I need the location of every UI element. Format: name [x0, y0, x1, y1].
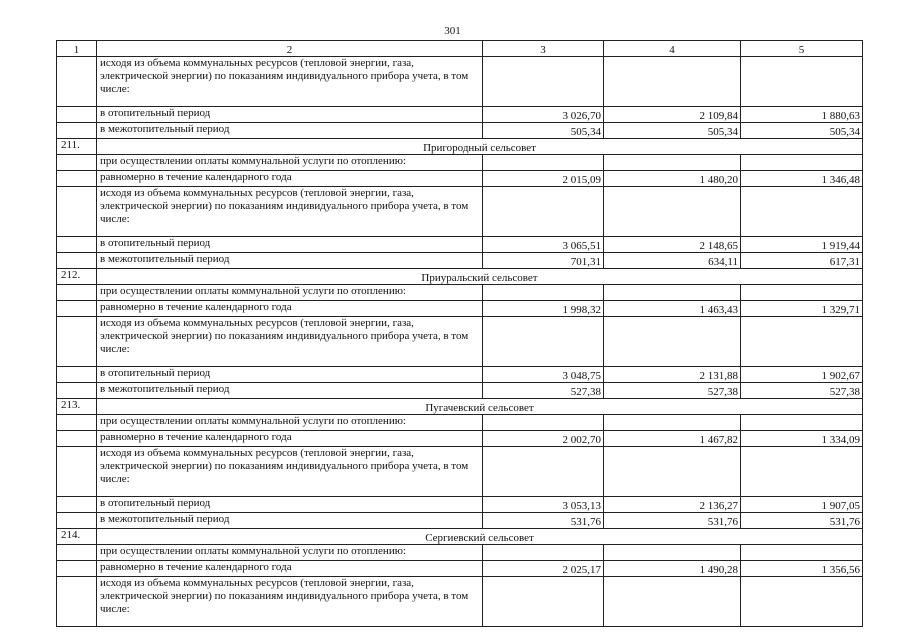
empty-cell — [483, 447, 604, 497]
description-row — [57, 545, 863, 561]
empty-cell — [604, 447, 741, 497]
table-row — [57, 253, 863, 269]
table-row — [57, 123, 863, 139]
value-col-4: 2 131,88 — [604, 367, 741, 383]
row-number-cell — [57, 123, 97, 139]
value-col-3: 2 002,70 — [483, 431, 604, 447]
value-col-3: 701,31 — [483, 253, 604, 269]
empty-cell — [604, 545, 741, 561]
value-col-5: 617,31 — [741, 253, 863, 269]
row-description: при осуществлении оплаты коммунальной услуги по отоплению: — [97, 415, 483, 431]
row-number-cell — [57, 57, 97, 107]
row-number-cell — [57, 107, 97, 123]
row-label: равномерно в течение календарного года — [97, 301, 483, 317]
section-number: 214. — [57, 529, 97, 545]
value-col-3: 2 015,09 — [483, 171, 604, 187]
section-title: Приуральский сельсовет — [97, 269, 863, 285]
empty-cell — [483, 285, 604, 301]
table-row — [57, 301, 863, 317]
column-number: 4 — [604, 41, 741, 57]
value-col-5: 505,34 — [741, 123, 863, 139]
empty-cell — [483, 187, 604, 237]
empty-cell — [483, 545, 604, 561]
value-col-5: 1 356,56 — [741, 561, 863, 577]
row-label: равномерно в течение календарного года — [97, 561, 483, 577]
empty-cell — [604, 415, 741, 431]
value-col-4: 2 148,65 — [604, 237, 741, 253]
table-row — [57, 513, 863, 529]
description-row — [57, 57, 863, 107]
empty-cell — [604, 577, 741, 627]
value-col-5: 527,38 — [741, 383, 863, 399]
value-col-5: 1 880,63 — [741, 107, 863, 123]
section-number: 211. — [57, 139, 97, 155]
description-row — [57, 577, 863, 627]
value-col-4: 527,38 — [604, 383, 741, 399]
row-number-cell — [57, 561, 97, 577]
row-label: в отопительный период — [97, 107, 483, 123]
value-col-3: 527,38 — [483, 383, 604, 399]
page-number: 301 — [444, 25, 461, 37]
section-row — [57, 399, 863, 415]
value-col-3: 505,34 — [483, 123, 604, 139]
empty-cell — [483, 155, 604, 171]
empty-cell — [604, 155, 741, 171]
empty-cell — [741, 155, 863, 171]
row-number-cell — [57, 367, 97, 383]
value-col-5: 1 907,05 — [741, 497, 863, 513]
row-number-cell — [57, 383, 97, 399]
empty-cell — [604, 285, 741, 301]
value-col-3: 3 053,13 — [483, 497, 604, 513]
empty-cell — [741, 545, 863, 561]
column-number: 3 — [483, 41, 604, 57]
row-number-cell — [57, 285, 97, 301]
table-row — [57, 497, 863, 513]
description-row — [57, 187, 863, 237]
row-description: исходя из объема коммунальных ресурсов (тепловой энергии, газа, электрической энергии) по показаниям индивидуального прибора учета, в том числе: — [97, 187, 483, 237]
section-title: Сергиевский сельсовет — [97, 529, 863, 545]
section-row — [57, 139, 863, 155]
value-col-4: 505,34 — [604, 123, 741, 139]
value-col-3: 2 025,17 — [483, 561, 604, 577]
description-row — [57, 415, 863, 431]
table-row — [57, 367, 863, 383]
empty-cell — [741, 317, 863, 367]
empty-cell — [741, 57, 863, 107]
table-row — [57, 171, 863, 187]
row-number-cell — [57, 577, 97, 627]
table-row — [57, 561, 863, 577]
tariff-table — [56, 40, 863, 627]
row-description: при осуществлении оплаты коммунальной услуги по отоплению: — [97, 545, 483, 561]
value-col-4: 634,11 — [604, 253, 741, 269]
value-col-3: 3 048,75 — [483, 367, 604, 383]
row-description: исходя из объема коммунальных ресурсов (тепловой энергии, газа, электрической энергии) по показаниям индивидуального прибора учета, в том числе: — [97, 447, 483, 497]
empty-cell — [483, 317, 604, 367]
value-col-5: 1 334,09 — [741, 431, 863, 447]
empty-cell — [741, 577, 863, 627]
row-label: равномерно в течение календарного года — [97, 431, 483, 447]
row-label: в межотопительный период — [97, 253, 483, 269]
row-description: исходя из объема коммунальных ресурсов (тепловой энергии, газа, электрической энергии) по показаниям индивидуального прибора учета, в том числе: — [97, 317, 483, 367]
table-row — [57, 237, 863, 253]
empty-cell — [604, 57, 741, 107]
value-col-3: 3 026,70 — [483, 107, 604, 123]
empty-cell — [604, 187, 741, 237]
section-number: 212. — [57, 269, 97, 285]
value-col-4: 1 463,43 — [604, 301, 741, 317]
value-col-4: 1 467,82 — [604, 431, 741, 447]
empty-cell — [483, 577, 604, 627]
column-number: 1 — [57, 41, 97, 57]
row-number-cell — [57, 171, 97, 187]
row-description: исходя из объема коммунальных ресурсов (тепловой энергии, газа, электрической энергии) по показаниям индивидуального прибора учета, в том числе: — [97, 577, 483, 627]
row-label: равномерно в течение календарного года — [97, 171, 483, 187]
row-number-cell — [57, 415, 97, 431]
column-number: 2 — [97, 41, 483, 57]
row-label: в отопительный период — [97, 497, 483, 513]
row-label: в межотопительный период — [97, 383, 483, 399]
row-number-cell — [57, 253, 97, 269]
row-number-cell — [57, 155, 97, 171]
description-row — [57, 285, 863, 301]
section-title: Пригородный сельсовет — [97, 139, 863, 155]
row-number-cell — [57, 431, 97, 447]
row-label: в межотопительный период — [97, 513, 483, 529]
value-col-4: 531,76 — [604, 513, 741, 529]
section-number: 213. — [57, 399, 97, 415]
description-row — [57, 447, 863, 497]
section-title: Пугачевский сельсовет — [97, 399, 863, 415]
section-row — [57, 269, 863, 285]
description-row — [57, 317, 863, 367]
empty-cell — [483, 57, 604, 107]
value-col-5: 1 919,44 — [741, 237, 863, 253]
empty-cell — [483, 415, 604, 431]
value-col-5: 1 329,71 — [741, 301, 863, 317]
value-col-4: 2 109,84 — [604, 107, 741, 123]
row-label: в отопительный период — [97, 237, 483, 253]
value-col-3: 531,76 — [483, 513, 604, 529]
column-number: 5 — [741, 41, 863, 57]
empty-cell — [741, 447, 863, 497]
row-number-cell — [57, 545, 97, 561]
empty-cell — [741, 285, 863, 301]
value-col-5: 531,76 — [741, 513, 863, 529]
row-number-cell — [57, 513, 97, 529]
row-label: в отопительный период — [97, 367, 483, 383]
value-col-5: 1 346,48 — [741, 171, 863, 187]
tariff-table-body — [57, 41, 863, 627]
row-number-cell — [57, 237, 97, 253]
row-description: при осуществлении оплаты коммунальной услуги по отоплению: — [97, 285, 483, 301]
table-row — [57, 383, 863, 399]
row-number-cell — [57, 497, 97, 513]
row-number-cell — [57, 301, 97, 317]
row-description: исходя из объема коммунальных ресурсов (тепловой энергии, газа, электрической энергии) по показаниям индивидуального прибора учета, в том числе: — [97, 57, 483, 107]
table-row — [57, 107, 863, 123]
column-number-row — [57, 41, 863, 57]
value-col-3: 3 065,51 — [483, 237, 604, 253]
row-number-cell — [57, 447, 97, 497]
empty-cell — [604, 317, 741, 367]
value-col-4: 1 480,20 — [604, 171, 741, 187]
description-row — [57, 155, 863, 171]
empty-cell — [741, 187, 863, 237]
empty-cell — [741, 415, 863, 431]
value-col-4: 2 136,27 — [604, 497, 741, 513]
value-col-4: 1 490,28 — [604, 561, 741, 577]
value-col-3: 1 998,32 — [483, 301, 604, 317]
row-description: при осуществлении оплаты коммунальной услуги по отоплению: — [97, 155, 483, 171]
row-number-cell — [57, 187, 97, 237]
row-label: в межотопительный период — [97, 123, 483, 139]
section-row — [57, 529, 863, 545]
value-col-5: 1 902,67 — [741, 367, 863, 383]
table-row — [57, 431, 863, 447]
row-number-cell — [57, 317, 97, 367]
